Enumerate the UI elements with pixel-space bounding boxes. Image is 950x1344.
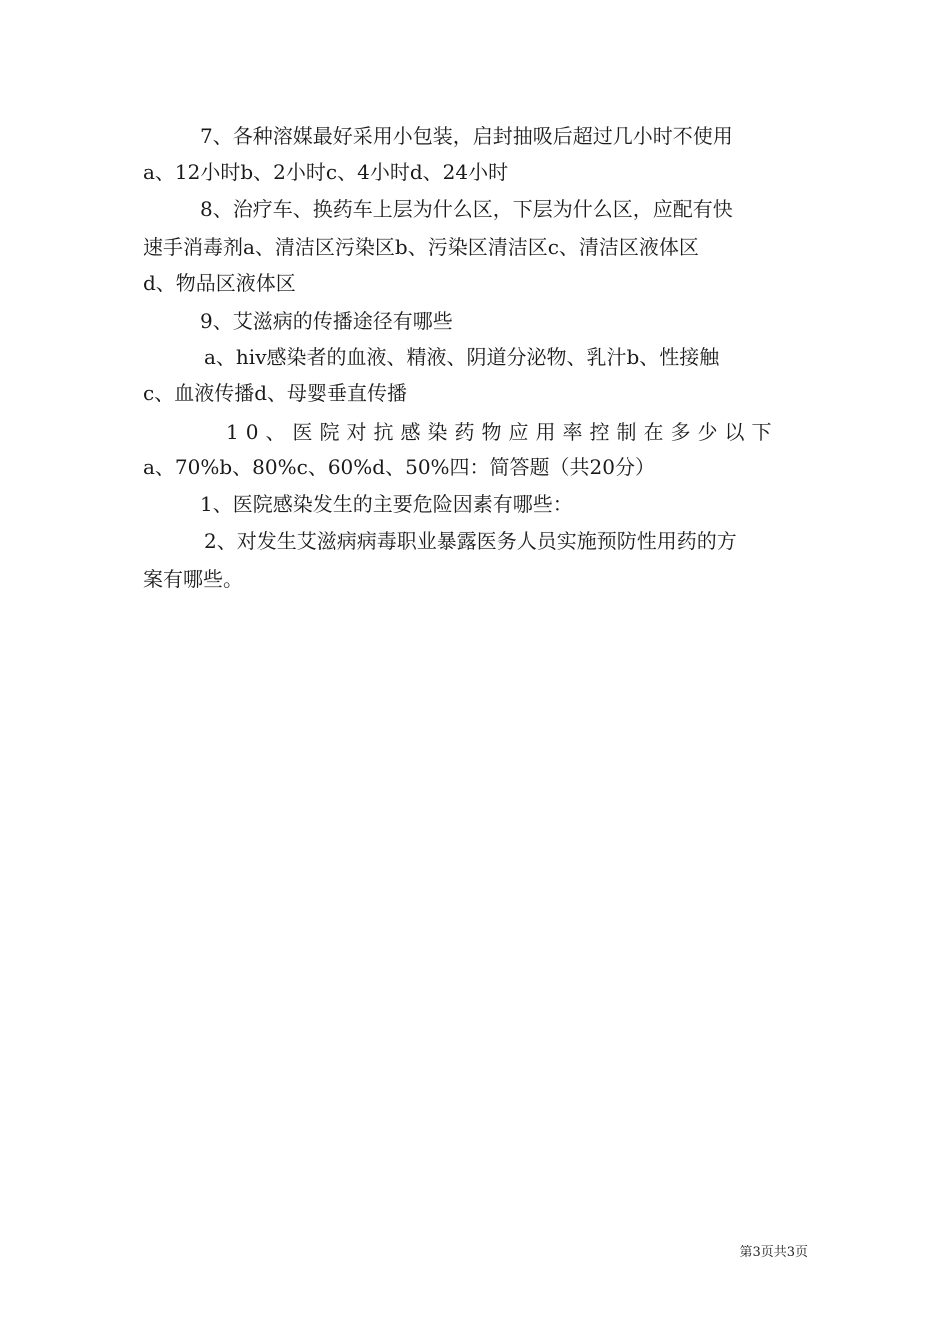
question-10-options: a、70%b、80%c、60%d、50%四：简答题（共20分） (143, 455, 655, 479)
question-9-options-cont: c、血液传播d、母婴垂直传播 (143, 381, 408, 405)
short-answer-2-cont: 案有哪些。 (143, 567, 243, 591)
question-8-text-cont: 速手消毒剂a、清洁区污染区b、污染区清洁区c、清洁区液体区 (143, 235, 699, 259)
question-9-options: a、hiv感染者的血液、精液、阴道分泌物、乳汁b、性接触 (204, 345, 720, 369)
question-9-text: 9、艾滋病的传播途径有哪些 (200, 309, 453, 333)
page-number: 第3页共3页 (739, 1245, 808, 1260)
question-7-text: 7、各种溶媒最好采用小包装，启封抽吸后超过几小时不使用 (200, 124, 733, 148)
question-10-text: 10、医院对抗感染药物应用率控制在多少以下 (226, 420, 779, 444)
question-7-options: a、12小时b、2小时c、4小时d、24小时 (143, 160, 509, 184)
short-answer-2: 2、对发生艾滋病病毒职业暴露医务人员实施预防性用药的方 (204, 529, 737, 553)
short-answer-1: 1、医院感染发生的主要危险因素有哪些： (200, 492, 573, 516)
question-8-options: d、物品区液体区 (143, 271, 296, 295)
question-8-text: 8、治疗车、换药车上层为什么区，下层为什么区，应配有快 (200, 197, 733, 221)
